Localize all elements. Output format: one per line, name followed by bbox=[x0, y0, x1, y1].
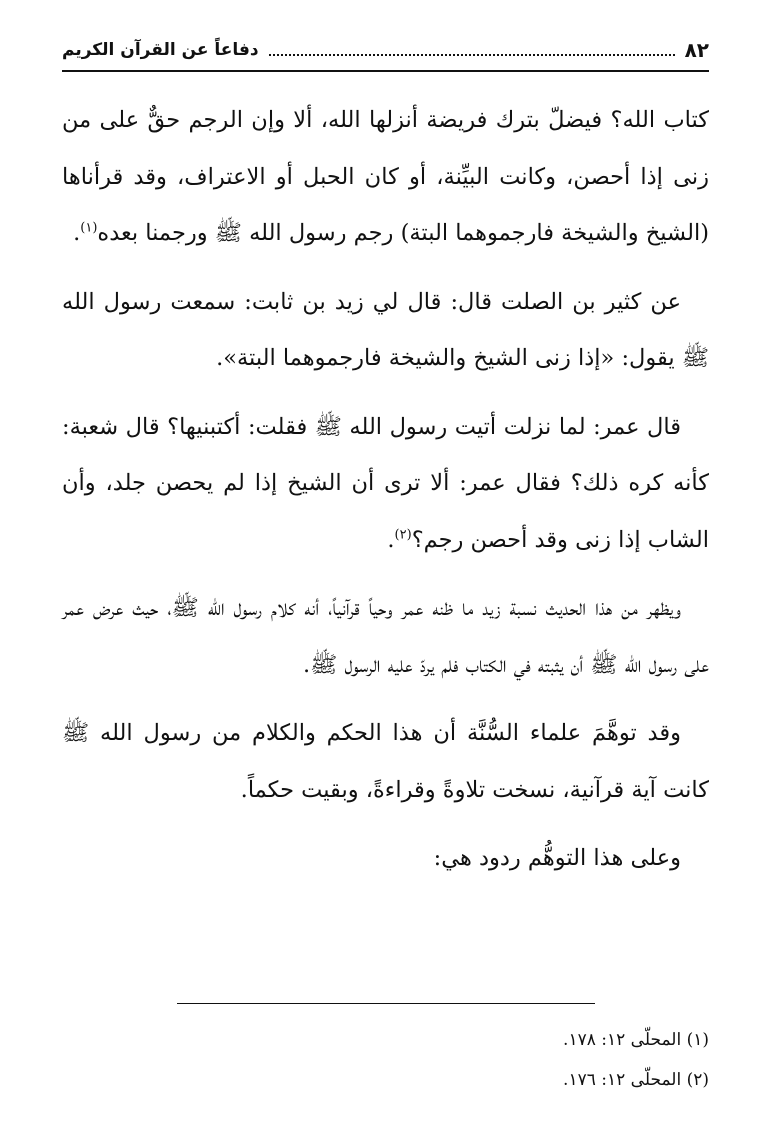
footnote-1: (١) المحلّى ١٢: ١٧٨. bbox=[563, 1030, 709, 1050]
paragraph-5: وقد توهَّمَ علماء السُّنَّة أن هذا الحكم والكلام من رسول الله ﷺ كانت آية قرآنية، نسخت تلاوةً وقراءةً، وبقيت حكماً. bbox=[62, 720, 709, 803]
paragraph-1-text: كتاب الله؟ فيضلّ بترك فريضة أنزلها الله، ألا وإن الرجم حقٌّ على من زنى إذا أحصن، وكانت البيِّنة، أو كان الحبل أو الاعتراف، وقد قرأناها (الشيخ والشيخة فارجموهما البتة) رجم رسول الله ﷺ ورجمنا بعده bbox=[62, 107, 709, 246]
paragraph-3 bbox=[62, 399, 709, 569]
body-text bbox=[62, 92, 709, 899]
header-dotted-leader bbox=[269, 53, 675, 56]
footnotes bbox=[62, 1020, 709, 1100]
paragraph-3-text: قال عمر: لما نزلت أتيت رسول الله ﷺ فقلت: أكتبنيها؟ قال شعبة: كأنه كره ذلك؟ فقال عمر: ألا ترى أن الشيخ إذا لم يحصن جلد، وأن الشاب إذا زنى وقد أحصن رجم؟ bbox=[62, 413, 709, 553]
footnote-2: (٢) المحلّى ١٢: ١٧٦. bbox=[563, 1070, 709, 1090]
paragraph-3-end: . bbox=[387, 526, 395, 553]
paragraph-1-end: . bbox=[73, 220, 81, 246]
paragraph-4: ويظهر من هذا الحديث نسبة زيد ما ظنه عمر وحياً قرآنياً، أنه كلام رسول الله ﷺ، حيث عرض عمر على رسول الله ﷺ أن يثبته في الكتاب فلم يردّ عليه الرسول ﷺ. bbox=[62, 595, 709, 678]
book-title: دفاعاً عن القرآن الكريم bbox=[62, 40, 259, 60]
footnote-separator bbox=[177, 1003, 595, 1004]
footnote-ref-2: (٢) bbox=[394, 527, 412, 542]
paragraph-6: وعلى هذا التوهُّم ردود هي: bbox=[433, 845, 681, 871]
paragraph-1 bbox=[62, 92, 709, 262]
running-header bbox=[62, 30, 709, 72]
paragraph-2: عن كثير بن الصلت قال: قال لي زيد بن ثابت: سمعت رسول الله ﷺ يقول: «إذا زنى الشيخ والشيخة فارجموهما البتة». bbox=[62, 288, 709, 371]
footnote-ref-1: (١) bbox=[80, 220, 98, 236]
page-number: ٨٢ bbox=[684, 38, 709, 62]
